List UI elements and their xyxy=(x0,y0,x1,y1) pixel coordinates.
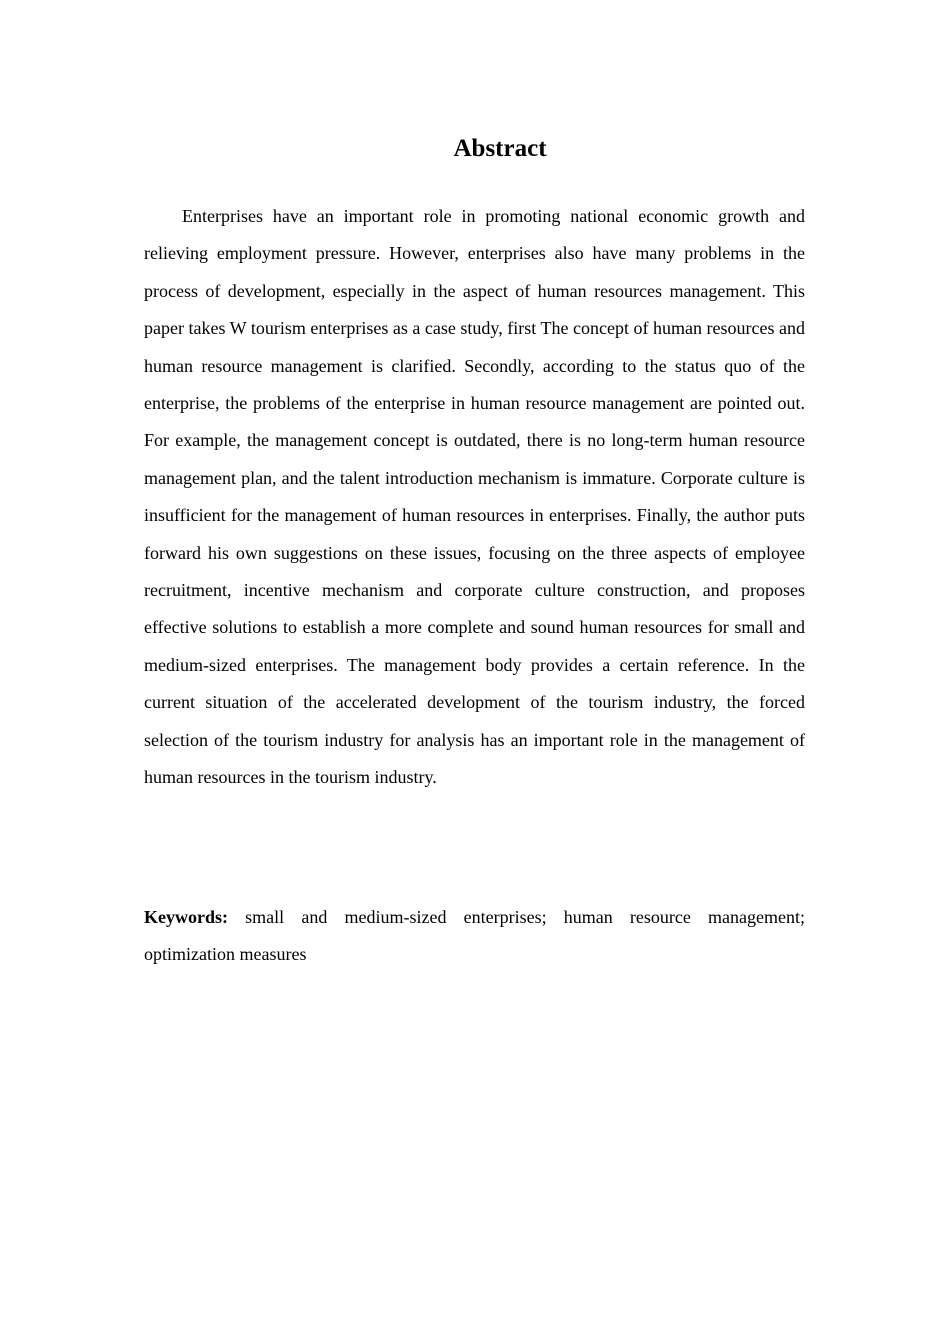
keywords-list: small and medium-sized enterprises; human resource management; optimization measures xyxy=(144,907,805,965)
abstract-paragraph: Enterprises have an important role in promoting national economic growth and relieving employment pressure. However, enterprises also have many problems in the process of development, especially in the aspect of human resources management. This paper takes W tourism enterprises as a case study, first The concept of human resources and human resource management is clarified. Secondly, according to the status quo of the enterprise, the problems of the enterprise in human resource management are pointed out. For example, the management concept is outdated, there is no long-term human resource management plan, and the talent introduction mechanism is immature. Corporate culture is insufficient for the management of human resources in enterprises. Finally, the author puts forward his own suggestions on these issues, focusing on the three aspects of employee recruitment, incentive mechanism and corporate culture construction, and proposes effective solutions to establish a more complete and sound human resources for small and medium-sized enterprises. The management body provides a certain reference. In the current situation of the accelerated development of the tourism industry, the forced selection of the tourism industry for analysis has an important role in the management of human resources in the tourism industry. xyxy=(144,206,805,788)
keywords-paragraph xyxy=(144,899,805,974)
keywords-label: Keywords: xyxy=(144,907,228,927)
page-title: Abstract xyxy=(453,135,547,162)
